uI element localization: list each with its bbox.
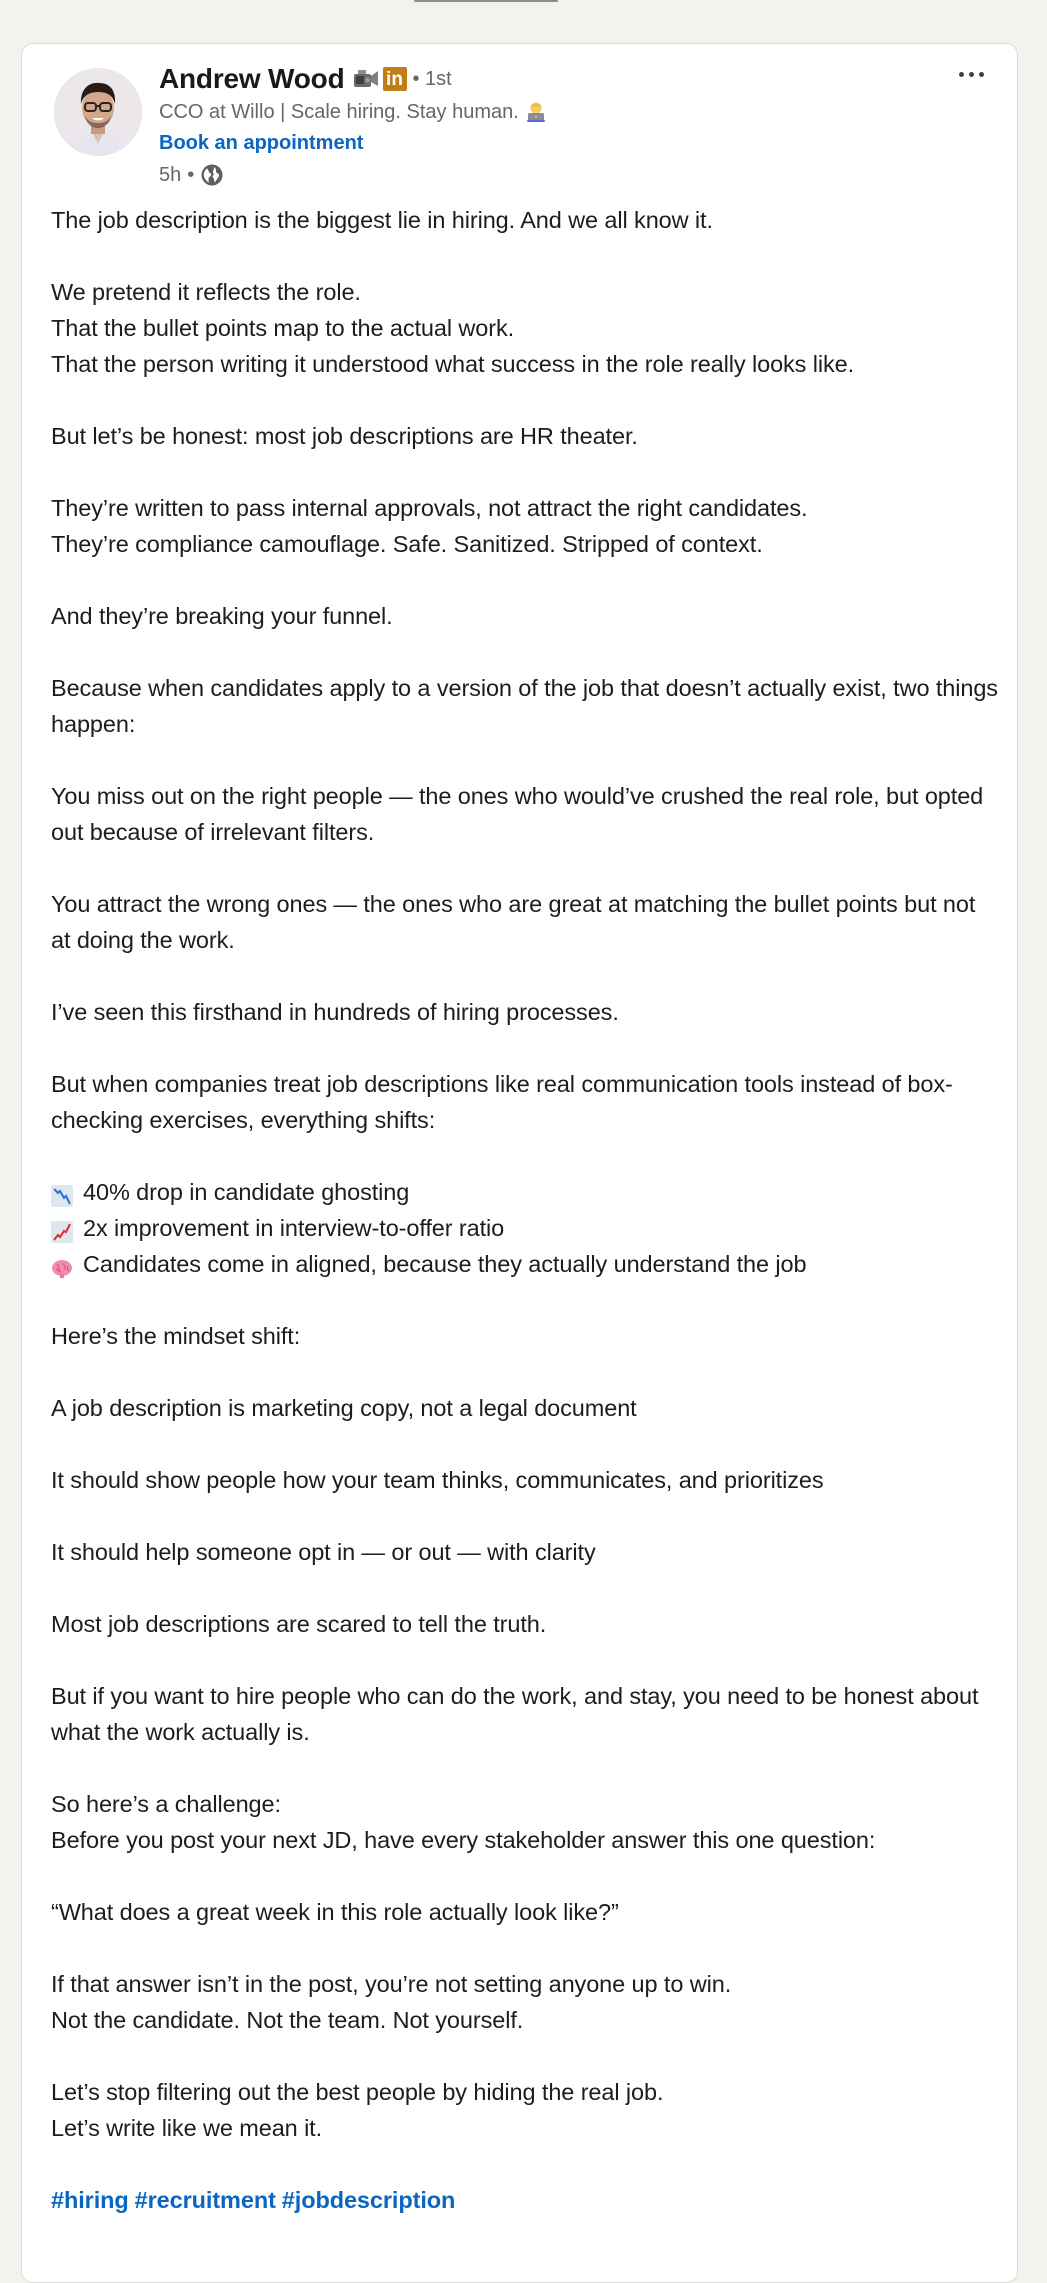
result-item xyxy=(51,1174,1001,1210)
paragraph-line: It should help someone opt in — or out — with clarity xyxy=(51,1539,596,1565)
paragraph-line: The job description is the biggest lie in hiring. And we all know it. xyxy=(51,207,713,233)
paragraph-line: Let’s stop filtering out the best people by hiding the real job. xyxy=(51,2079,664,2105)
post-body-paragraph xyxy=(51,274,1001,382)
paragraph-line: You attract the wrong ones — the ones who are great at matching the bullet points but not at doing the work. xyxy=(51,891,976,953)
chart-decreasing-icon xyxy=(51,1181,73,1203)
video-camera-icon xyxy=(353,68,379,90)
post-header xyxy=(22,44,1017,204)
author-name-row xyxy=(159,62,957,96)
result-text: Candidates come in aligned, because they actually understand the job xyxy=(83,1251,807,1277)
paragraph-line: Before you post your next JD, have every stakeholder answer this one question: xyxy=(51,1827,876,1853)
more-dot-icon xyxy=(969,72,974,77)
paragraph-line: But let’s be honest: most job descriptions are HR theater. xyxy=(51,423,638,449)
linkedin-badge-icon: in xyxy=(383,67,407,91)
result-text: 40% drop in candidate ghosting xyxy=(83,1179,410,1205)
post-body-paragraph xyxy=(51,418,1001,454)
paragraph-line: “What does a great week in this role actually look like?” xyxy=(51,1899,619,1925)
post-body-paragraph xyxy=(51,490,1001,562)
paragraph-line: They’re written to pass internal approvals, not attract the right candidates. xyxy=(51,495,808,521)
post-body-paragraph xyxy=(51,994,1001,1030)
post-body xyxy=(51,202,1001,2254)
post-meta xyxy=(159,160,957,190)
author-block xyxy=(159,62,957,190)
post-body-paragraph xyxy=(51,1462,1001,1498)
hashtag-link[interactable]: #hiring xyxy=(51,2187,129,2213)
paragraph-line: We pretend it reflects the role. xyxy=(51,279,361,305)
avatar[interactable] xyxy=(54,68,142,156)
paragraph-line: So here’s a challenge: xyxy=(51,1791,281,1817)
author-headline-text: CCO at Willo | Scale hiring. Stay human. xyxy=(159,100,519,123)
technologist-icon xyxy=(525,101,547,123)
paragraph-line: You miss out on the right people — the ones who would’ve crushed the real role, but opted out because of irrelevant filters. xyxy=(51,783,984,845)
paragraph-line: A job description is marketing copy, not a legal document xyxy=(51,1395,637,1421)
post-body-paragraph xyxy=(51,1786,1001,1858)
chart-increasing-icon xyxy=(51,1217,73,1239)
book-appointment-link[interactable]: Book an appointment xyxy=(159,132,364,154)
author-headline xyxy=(159,98,957,126)
post-body-paragraph xyxy=(51,1318,1001,1354)
paragraph-line: They’re compliance camouflage. Safe. Sanitized. Stripped of context. xyxy=(51,531,763,557)
hashtag-link[interactable]: #recruitment xyxy=(134,2187,276,2213)
paragraph-line: If that answer isn’t in the post, you’re not setting anyone up to win. xyxy=(51,1971,732,1997)
post-body-paragraph xyxy=(51,1390,1001,1426)
brain-icon xyxy=(51,1253,73,1275)
results-list xyxy=(51,1174,1001,1282)
post-body-paragraph xyxy=(51,1678,1001,1750)
post-card xyxy=(21,43,1018,2283)
paragraph-line: It should show people how your team thinks, communicates, and prioritizes xyxy=(51,1467,824,1493)
paragraph-line: That the person writing it understood what success in the role really looks like. xyxy=(51,351,855,377)
post-body-paragraph xyxy=(51,1534,1001,1570)
result-text: 2x improvement in interview-to-offer ratio xyxy=(83,1215,505,1241)
connection-degree: • 1st xyxy=(412,67,452,90)
result-item xyxy=(51,1246,1001,1282)
more-dot-icon xyxy=(979,72,984,77)
post-body-paragraph xyxy=(51,670,1001,742)
post-body-paragraph xyxy=(51,1066,1001,1138)
paragraph-line: And they’re breaking your funnel. xyxy=(51,603,393,629)
post-body-paragraph xyxy=(51,1606,1001,1642)
paragraph-line: Most job descriptions are scared to tell the truth. xyxy=(51,1611,547,1637)
result-item xyxy=(51,1210,1001,1246)
paragraph-line: Not the candidate. Not the team. Not yourself. xyxy=(51,2007,524,2033)
post-body-paragraph xyxy=(51,1894,1001,1930)
paragraph-line: But if you want to hire people who can do the work, and stay, you need to be honest about what the work actually is. xyxy=(51,1683,979,1745)
more-dot-icon xyxy=(959,72,964,77)
top-drag-handle xyxy=(414,0,558,2)
paragraph-line: That the bullet points map to the actual work. xyxy=(51,315,515,341)
more-options-button[interactable] xyxy=(951,62,991,86)
paragraph-line: Here’s the mindset shift: xyxy=(51,1323,301,1349)
post-body-paragraph xyxy=(51,1966,1001,2038)
post-body-paragraph xyxy=(51,778,1001,850)
hashtags xyxy=(51,2182,1001,2218)
paragraph-line: But when companies treat job descriptions like real communication tools instead of box-checking exercises, everything shifts: xyxy=(51,1071,953,1133)
paragraph-line: Because when candidates apply to a version of the job that doesn’t actually exist, two things happen: xyxy=(51,675,998,737)
post-body-paragraph xyxy=(51,598,1001,634)
paragraph-line: Let’s write like we mean it. xyxy=(51,2115,323,2141)
post-body-paragraph xyxy=(51,2074,1001,2146)
post-time[interactable]: 5h xyxy=(159,163,182,186)
globe-icon xyxy=(200,163,224,187)
post-body-paragraph xyxy=(51,202,1001,238)
avatar-photo-icon xyxy=(54,68,142,156)
post-body-paragraph xyxy=(51,886,1001,958)
meta-separator: • xyxy=(187,163,195,186)
author-name[interactable]: Andrew Wood xyxy=(159,63,345,94)
hashtag-link[interactable]: #jobdescription xyxy=(281,2187,456,2213)
paragraph-line: I’ve seen this firsthand in hundreds of hiring processes. xyxy=(51,999,619,1025)
